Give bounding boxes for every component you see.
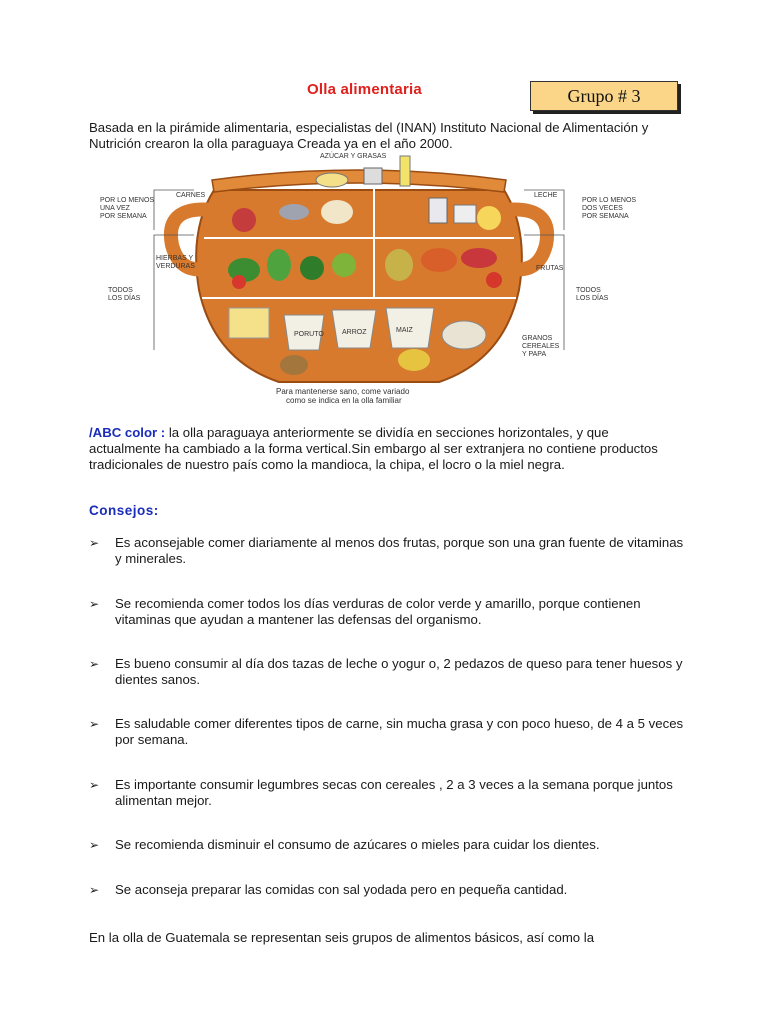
svg-text:POR SEMANA: POR SEMANA — [100, 213, 147, 220]
bullet-arrow-icon: ➢ — [89, 536, 100, 550]
bullet-arrow-icon: ➢ — [89, 717, 100, 731]
svg-text:UNA VEZ: UNA VEZ — [100, 205, 130, 212]
bullet-arrow-icon: ➢ — [89, 657, 100, 671]
label-carnes: CARNES — [176, 192, 206, 199]
abc-label: /ABC color : — [89, 425, 166, 440]
pot-rim — [212, 170, 506, 192]
bullet-arrow-icon: ➢ — [89, 597, 100, 611]
svg-text:CEREALES: CEREALES — [522, 343, 560, 350]
sack-label-maiz: MAIZ — [396, 327, 413, 334]
bullet-arrow-icon: ➢ — [89, 778, 100, 792]
svg-text:TODOS: TODOS — [108, 287, 133, 294]
list-item: ➢ Es saludable comer diferentes tipos de carne, sin mucha grasa y con poco hueso, de 4 a 5 veces por semana. — [89, 716, 684, 747]
sack-label-arroz: ARROZ — [342, 329, 367, 336]
consejos-heading: Consejos: — [89, 503, 159, 518]
list-item: ➢ Se aconseja preparar las comidas con sal yodada pero en pequeña cantidad. — [89, 882, 568, 897]
abc-paragraph — [89, 425, 679, 473]
label-hierbas: HIERBAS Y — [156, 255, 194, 262]
closing-paragraph: En la olla de Guatemala se representan seis grupos de alimentos básicos, así como la — [89, 930, 595, 945]
list-item: ➢ Se recomienda disminuir el consumo de azúcares o mieles para cuidar los dientes. — [89, 837, 600, 852]
svg-text:LOS DÍAS: LOS DÍAS — [108, 295, 141, 302]
list-item: ➢ Es importante consumir legumbres secas con cereales , 2 a 3 veces a la semana porque juntos alimentan mejor. — [89, 777, 673, 808]
label-leche: LECHE — [534, 192, 558, 199]
olla-caption-line2: como se indica en la olla familiar — [286, 396, 402, 405]
olla-alimentaria-illustration — [94, 150, 637, 408]
bullet-arrow-icon: ➢ — [89, 883, 100, 897]
label-frutas: FRUTAS — [536, 265, 564, 272]
bullet-arrow-icon: ➢ — [89, 838, 100, 852]
list-item: ➢ Se recomienda comer todos los días verduras de color verde y amarillo, porque contienen vitaminas que ayudan a mantener las defensas del organismo. — [89, 596, 641, 627]
list-item: ➢ Es bueno consumir al día dos tazas de leche o yogur o, 2 pedazos de queso para tener huesos y dientes sanos. — [89, 656, 683, 687]
svg-text:DOS VECES: DOS VECES — [582, 205, 623, 212]
list-item: ➢ Es aconsejable comer diariamente al menos dos frutas, porque son una gran fuente de vitaminas y minerales. — [89, 535, 684, 566]
svg-text:TODOS: TODOS — [576, 287, 601, 294]
olla-caption-line1: Para mantenerse sano, come variado — [276, 387, 410, 396]
intro-paragraph: Basada en la pirámide alimentaria, especialistas del (INAN) Instituto Nacional de Alimentación y Nutrición crearon la olla paraguaya Creada ya en el año 2000. — [89, 120, 649, 151]
svg-text:POR SEMANA: POR SEMANA — [582, 213, 629, 220]
label-azucar-grasas: AZÚCAR Y GRASAS — [320, 153, 387, 160]
svg-text:Y PAPA: Y PAPA — [522, 351, 547, 358]
group-label: Grupo # 3 — [567, 85, 641, 106]
abc-text: la olla paraguaya anteriormente se dividía en secciones horizontales, y que actualmente ha cambiado a la forma vertical.Sin embargo al ser extranjera no contiene productos tradicionales de nuestro país como la mandioca, la chipa, el locro o la miel negra. — [89, 425, 658, 472]
svg-text:VERDURAS: VERDURAS — [156, 263, 195, 270]
svg-text:POR LO MENOS: POR LO MENOS — [582, 197, 637, 204]
page-title: Olla alimentaria — [307, 81, 422, 98]
group-label-box — [530, 81, 678, 111]
sack-label-poroto: PORUTO — [294, 331, 324, 338]
svg-text:LOS DÍAS: LOS DÍAS — [576, 295, 609, 302]
svg-text:POR LO MENOS: POR LO MENOS — [100, 197, 155, 204]
label-granos: GRANOS — [522, 335, 553, 342]
